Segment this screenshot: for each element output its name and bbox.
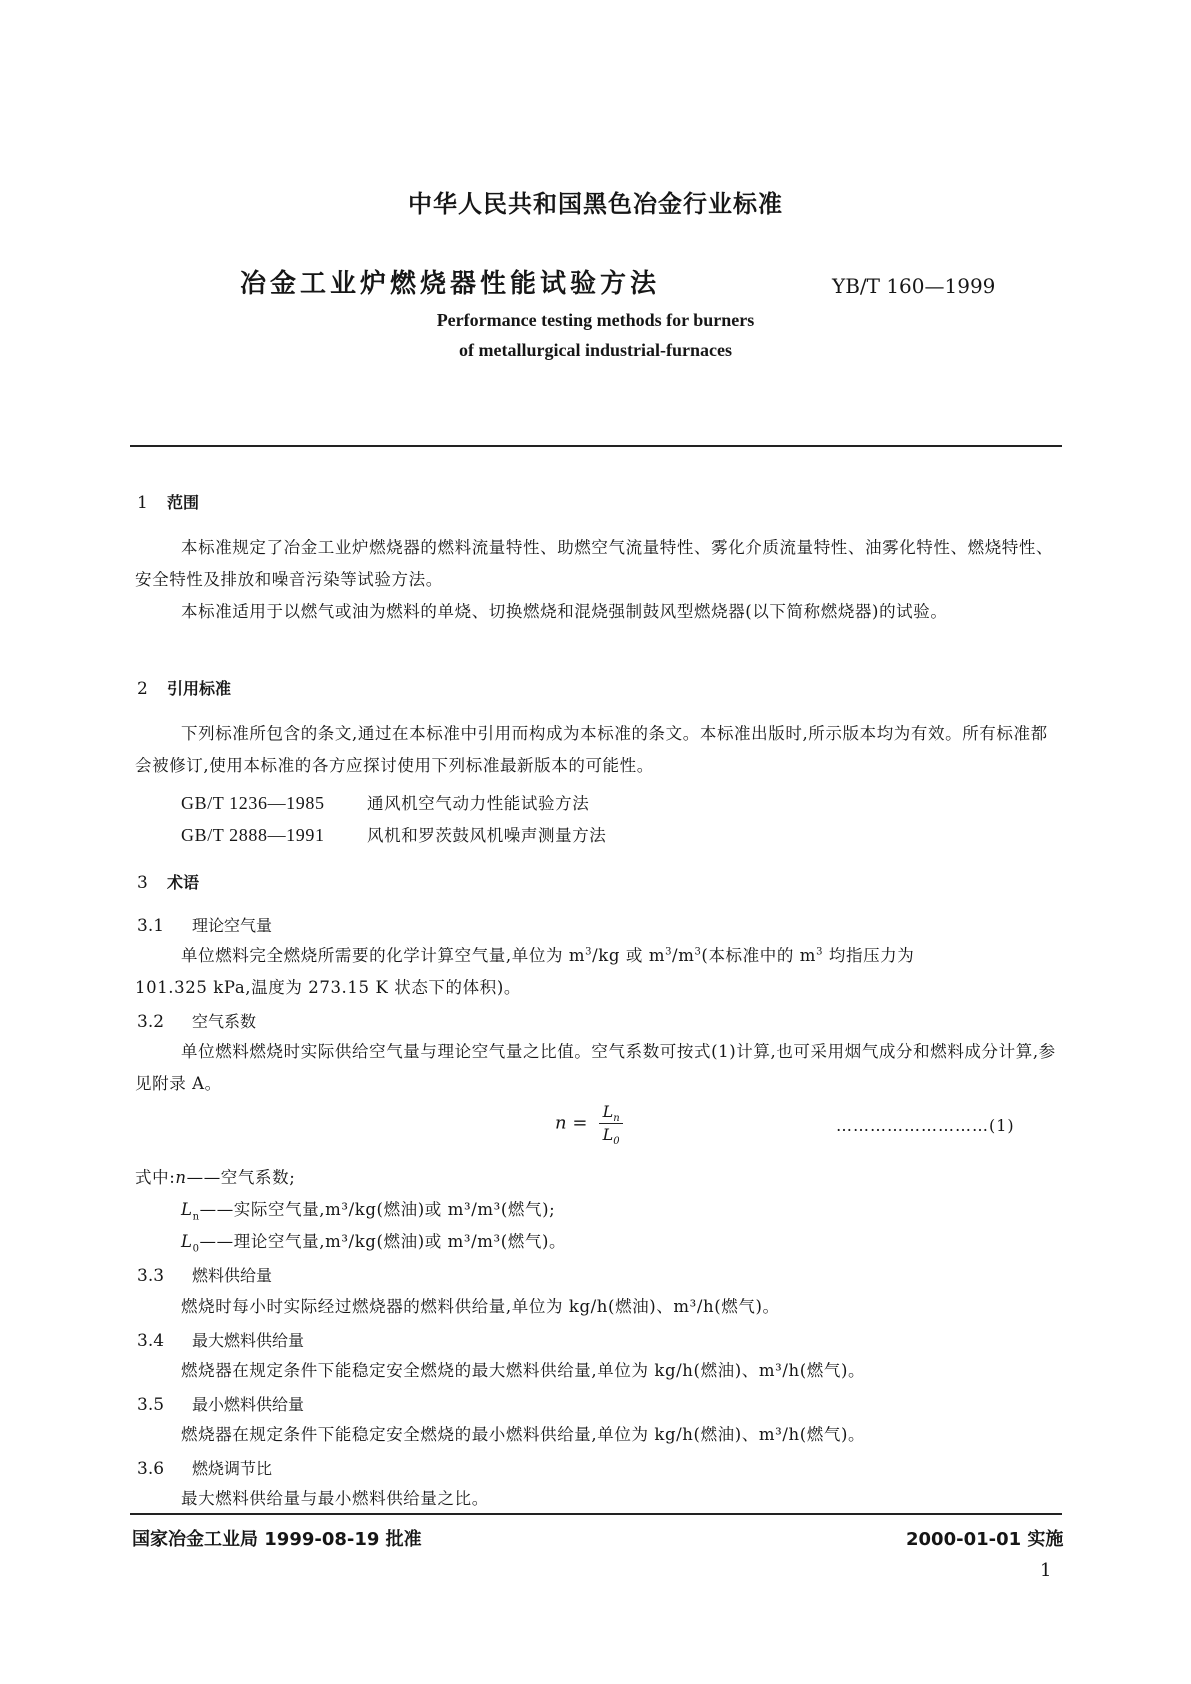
term-3-1-heading: 3.1 理论空气量 — [137, 916, 273, 936]
section-1-paragraph-1: 本标准规定了冶金工业炉燃烧器的燃料流量特性、助燃空气流量特性、雾化介质流量特性、油雾化特性、燃烧特性、安全特性及排放和噪音污染等试验方法。 — [135, 538, 1054, 589]
english-title-line2: of metallurgical industrial-furnaces — [459, 340, 732, 360]
term-3-6-body: 最大燃料供给量与最小燃料供给量之比。 — [181, 1489, 489, 1508]
where-l0: $L_0——$理论空气量,m³/kg(燃油)或 m³/m³(燃气)。 — [181, 1232, 567, 1255]
where-ln: $L_n——$实际空气量,m³/kg(燃油)或 m³/m³(燃气); — [181, 1200, 556, 1223]
standard-category: 中华人民共和国黑色冶金行业标准 — [408, 190, 783, 218]
term-3-5-heading: 3.5 最小燃料供给量 — [137, 1395, 305, 1415]
section-2-heading: 2 引用标准 — [137, 679, 232, 699]
term-3-4-heading: 3.4 最大燃料供给量 — [137, 1331, 305, 1351]
section-1-heading: 1 范围 — [137, 493, 200, 513]
term-3-3-body: 燃烧时每小时实际经过燃烧器的燃料供给量,单位为 kg/h(燃油)、m³/h(燃气)。 — [181, 1297, 780, 1316]
header-rule — [130, 445, 1062, 447]
approval-date: 国家冶金工业局 1999-08-19 批准 — [132, 1529, 422, 1550]
reference-item: GB/T 2888—1991 风机和罗茨鼓风机噪声测量方法 — [181, 825, 607, 845]
page-number: 1 — [1040, 1560, 1052, 1581]
implementation-date: 2000-01-01 实施 — [906, 1529, 1064, 1550]
term-3-2-body: 单位燃料燃烧时实际供给空气量与理论空气量之比值。空气系数可按式(1)计算,也可采用烟气成分和燃料成分计算,参见附录 A。 — [135, 1042, 1056, 1093]
term-3-6-heading: 3.6 燃烧调节比 — [137, 1459, 273, 1479]
term-3-3-heading: 3.3 燃料供给量 — [137, 1266, 273, 1286]
term-3-5-body: 燃烧器在规定条件下能稳定安全燃烧的最小燃料供给量,单位为 kg/h(燃油)、m³/h(燃气)。 — [181, 1425, 866, 1444]
term-3-1-body-line2: 101.325 kPa,温度为 273.15 K 状态下的体积)。 — [135, 978, 521, 997]
term-3-4-body: 燃烧器在规定条件下能稳定安全燃烧的最大燃料供给量,单位为 kg/h(燃油)、m³/h(燃气)。 — [181, 1361, 866, 1380]
term-3-2-heading: 3.2 空气系数 — [137, 1012, 257, 1032]
section-2-paragraph: 下列标准所包含的条文,通过在本标准中引用而构成为本标准的条文。本标准出版时,所示版本均为有效。所有标准都会被修订,使用本标准的各方应探讨使用下列标准最新版本的可能性。 — [135, 724, 1048, 775]
formula-1: n = $\frac{L_n}{L_0}$ — [555, 1103, 623, 1144]
section-1-paragraph-2: 本标准适用于以燃气或油为燃料的单烧、切换燃烧和混烧强制鼓风型燃烧器(以下简称燃烧器)的试验。 — [181, 602, 948, 621]
document-title: 冶金工业炉燃烧器性能试验方法 — [240, 269, 661, 299]
section-3-heading: 3 术语 — [137, 873, 200, 893]
footer-rule — [130, 1513, 1062, 1515]
equation-number: ………………………(1) — [836, 1116, 1015, 1135]
reference-item: GB/T 1236—1985 通风机空气动力性能试验方法 — [181, 793, 590, 813]
standard-code: YB/T 160—1999 — [832, 274, 996, 298]
term-3-1-body-line1: 单位燃料完全燃烧所需要的化学计算空气量,单位为 $m^3/kg$ 或 $m^3/m^3$(本标准中的 $m^3$ 均指压力为 — [181, 946, 915, 965]
where-n: 式中:n——空气系数; — [135, 1168, 296, 1187]
english-title-line1: Performance testing methods for burners — [436, 310, 755, 330]
